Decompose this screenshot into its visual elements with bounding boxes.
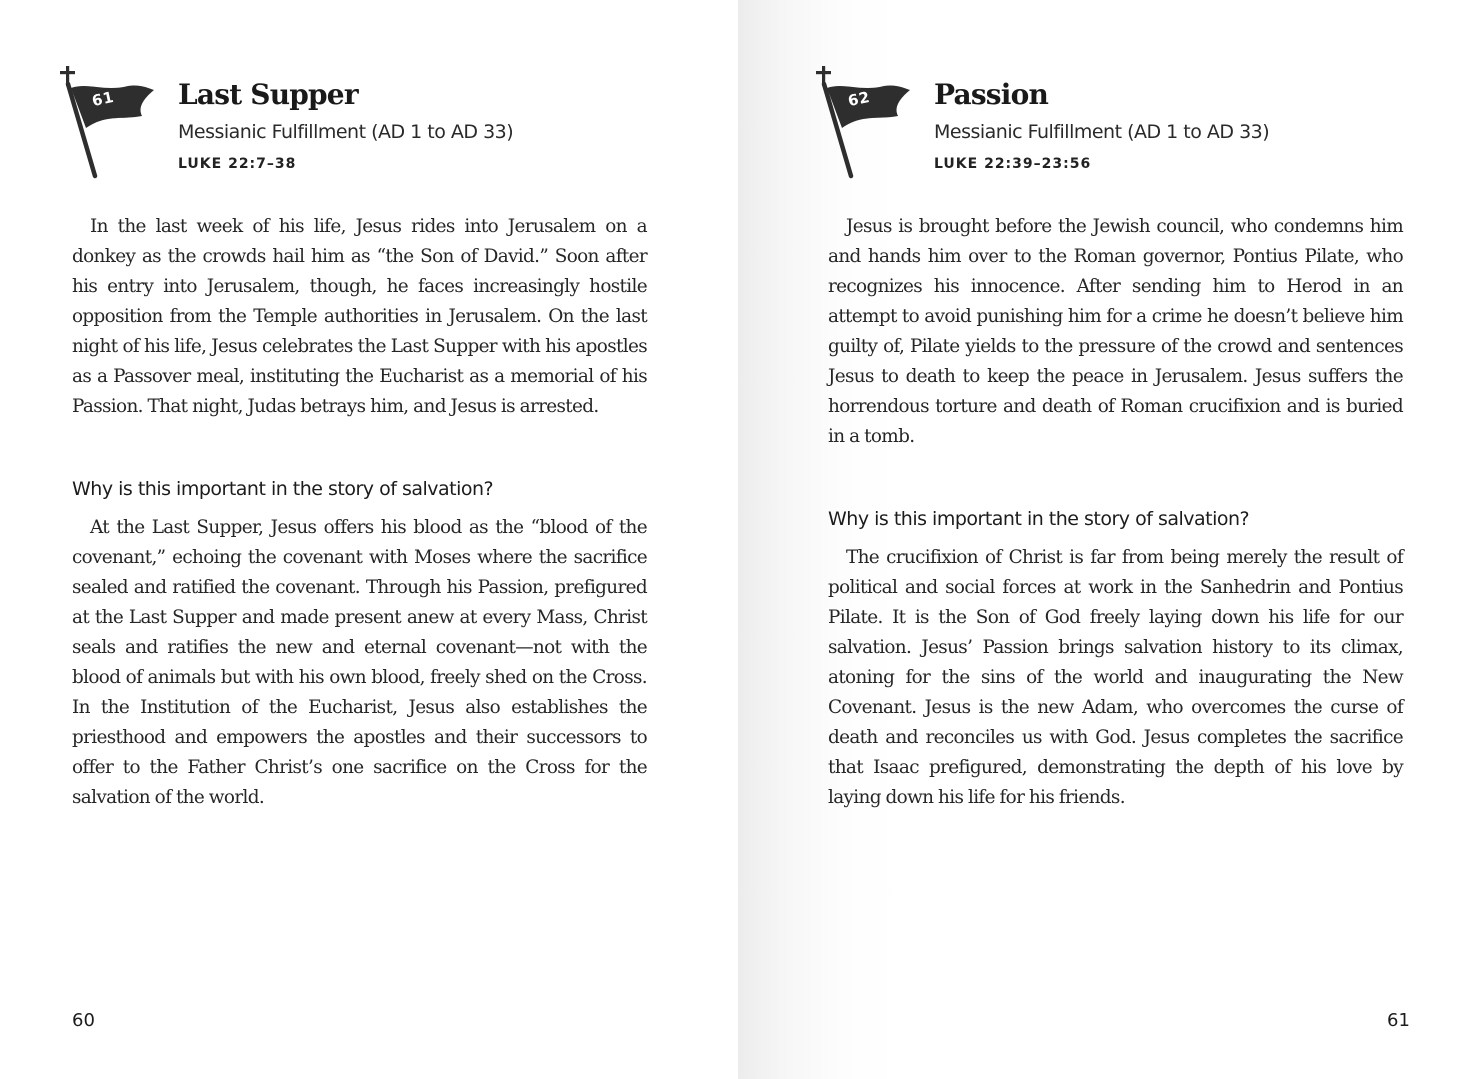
page-number: 60 xyxy=(72,1010,95,1031)
pennant-flag-with-cross-icon xyxy=(58,60,158,180)
page-title: Passion xyxy=(934,78,1049,111)
page-title: Last Supper xyxy=(178,78,358,111)
importance-paragraph: The crucifixion of Christ is far from being merely the result of political and social forces at work in the Sanhedrin and Pontius Pilate. It is the Son of God freely laying down his life for our salvation. Jesus’ Passion brings salvation history to its climax, atoning for the sins of the world and inaugurating the New Covenant. Jesus is the new Adam, who overcomes the curse of death and reconciles us with God. Jesus completes the sacrifice that Isaac prefigured, demonstrating the depth of his love by laying down his life for his friends. xyxy=(828,547,1403,808)
flag-number: 62 xyxy=(846,87,872,111)
pennant-flag-with-cross-icon xyxy=(814,60,914,180)
summary-paragraph: In the last week of his life, Jesus rides into Jerusalem on a donkey as the crowds hail him as “the Son of David.” Soon after his entry into Jerusalem, though, he faces increasingly hostile opposition from the Temple authorities in Jerusalem. On the last night of his life, Jesus celebrates the Last Supper with his apostles as a Passover meal, instituting the Eucharist as a memorial of his Passion. That night, Judas betrays him, and Jesus is arrested. xyxy=(72,216,647,417)
era-subtitle: Messianic Fulfillment (AD 1 to AD 33) xyxy=(178,121,514,143)
summary-paragraph: Jesus is brought before the Jewish council, who condemns him and hands him over to the Roman governor, Pontius Pilate, who recognizes his innocence. After sending him to Herod in an attempt to avoid punishing him for a crime he doesn’t believe him guilty of, Pilate yields to the pressure of the crowd and sentences Jesus to death to keep the peace in Jerusalem. Jesus suffers the horrendous torture and death of Roman crucifixion and is buried in a tomb. xyxy=(828,216,1403,447)
section-heading: Why is this important in the story of salvation? xyxy=(72,478,494,500)
section-heading: Why is this important in the story of salvation? xyxy=(828,508,1250,530)
scripture-reference: LUKE 22:39–23:56 xyxy=(934,156,1092,172)
flag-number: 61 xyxy=(90,87,116,111)
scripture-reference: LUKE 22:7–38 xyxy=(178,156,297,172)
importance-paragraph: At the Last Supper, Jesus offers his blood as the “blood of the covenant,” echoing the covenant with Moses where the sacrifice sealed and ratified the covenant. Through his Passion, prefigured at the Last Supper and made present anew at every Mass, Christ seals and ratifies the new and eternal covenant—not with the blood of animals but with his own blood, freely shed on the Cross. In the Institution of the Eucharist, Jesus also establishes the priesthood and empowers the apostles and their successors to offer to the Father Christ’s one sacrifice on the Cross for the salvation of the world. xyxy=(72,517,647,808)
right-page xyxy=(738,0,1476,1079)
page-number: 61 xyxy=(1387,1010,1410,1031)
era-subtitle: Messianic Fulfillment (AD 1 to AD 33) xyxy=(934,121,1270,143)
